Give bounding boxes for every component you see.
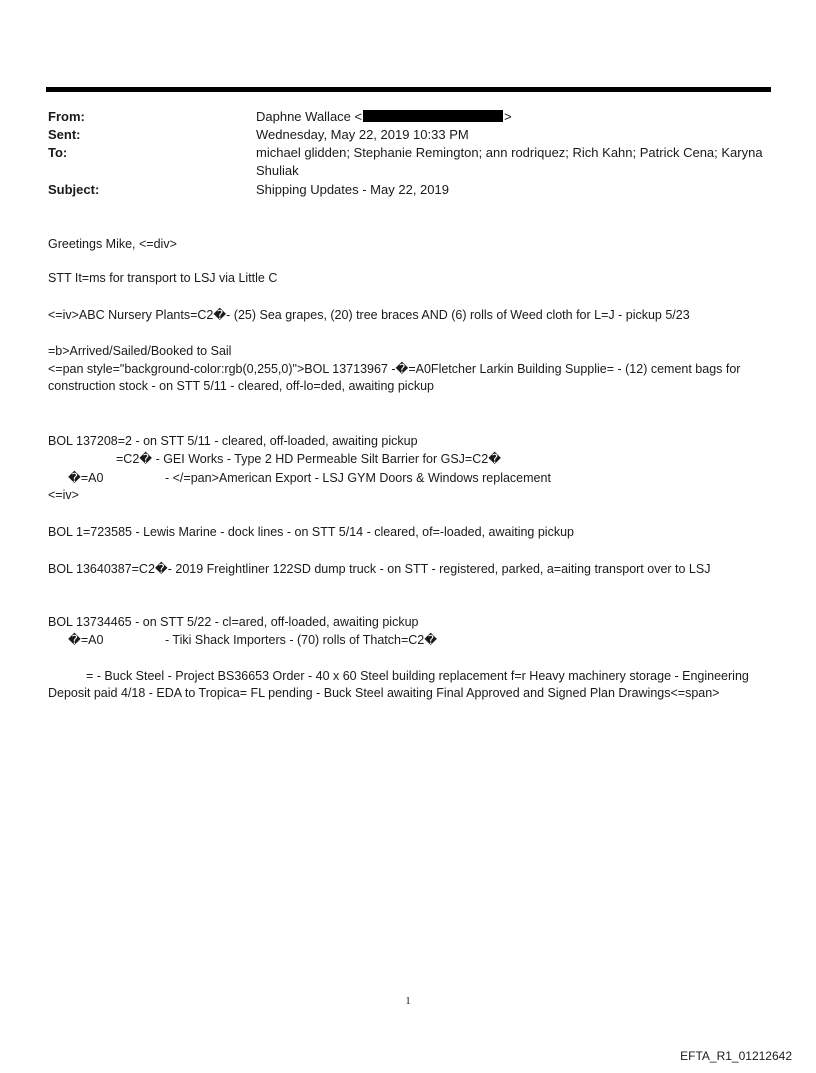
from-name: Daphne Wallace < xyxy=(256,109,363,124)
subject-value: Shipping Updates - May 22, 2019 xyxy=(256,182,449,197)
from-tail: > xyxy=(504,109,512,124)
to-value: michael glidden; Stephanie Remington; ann rodriquez; Rich Kahn; Patrick Cena; Karyna Shuliak xyxy=(256,145,763,178)
header-rule xyxy=(46,87,771,92)
body-line: BOL 137208=2 - on STT 5/11 - cleared, off-loaded, awaiting pickup xyxy=(48,434,418,448)
page-number: 1 xyxy=(405,995,411,1007)
body-line: <=iv>ABC Nursery Plants=C2�- (25) Sea grapes, (20) tree braces AND (6) rolls of Weed cloth for L=J - pickup 5/23 xyxy=(48,308,690,322)
sent-value: Wednesday, May 22, 2019 10:33 PM xyxy=(256,127,469,142)
from-value xyxy=(256,108,776,126)
body-line-prefix: �=A0 xyxy=(68,633,104,647)
from-label: From: xyxy=(48,109,85,124)
body-line: =C2� - GEI Works - Type 2 HD Permeable Silt Barrier for GSJ=C2� xyxy=(116,452,502,466)
body-line: BOL 13734465 - on STT 5/22 - cl=ared, off-loaded, awaiting pickup xyxy=(48,615,419,629)
redaction-bar xyxy=(363,110,503,122)
greeting-line: Greetings Mike, <=div> xyxy=(48,237,177,251)
body-line: <=pan style="background-color:rgb(0,255,0)">BOL 13713967 -�=A0Fletcher Larkin Building Supplie= - (12) cement bags for construction stock - on STT 5/11 - cleared, off-lo=ded, awaiting pickup xyxy=(48,362,741,393)
body-line: = - Buck Steel - Project BS36653 Order - 40 x 60 Steel building replacement f=r Heavy machinery storage - Engineering Deposit paid 4/18 - EDA to Tropica= FL pending - Buck Steel awaiting Final Approved and Signed Plan Drawings<=span> xyxy=(48,669,749,700)
to-label: To: xyxy=(48,145,68,160)
section-heading: =b>Arrived/Sailed/Booked to Sail xyxy=(48,344,232,358)
body-line: BOL 1=723585 - Lewis Marine - dock lines - on STT 5/14 - cleared, of=-loaded, awaiting pickup xyxy=(48,525,574,539)
subject-label: Subject: xyxy=(48,182,100,197)
body-line: - Tiki Shack Importers - (70) rolls of Thatch=C2� xyxy=(165,633,438,647)
body-line: <=iv> xyxy=(48,488,79,502)
body-line-prefix: �=A0 xyxy=(68,471,104,485)
document-id: EFTA_R1_01212642 xyxy=(680,1049,792,1063)
body-line: STT It=ms for transport to LSJ via Little C xyxy=(48,271,278,285)
sent-label: Sent: xyxy=(48,127,81,142)
body-line: - </=pan>American Export - LSJ GYM Doors & Windows replacement xyxy=(165,471,551,485)
body-line: BOL 13640387=C2�- 2019 Freightliner 122SD dump truck - on STT - registered, parked, a=aiting transport over to LSJ xyxy=(48,562,711,576)
